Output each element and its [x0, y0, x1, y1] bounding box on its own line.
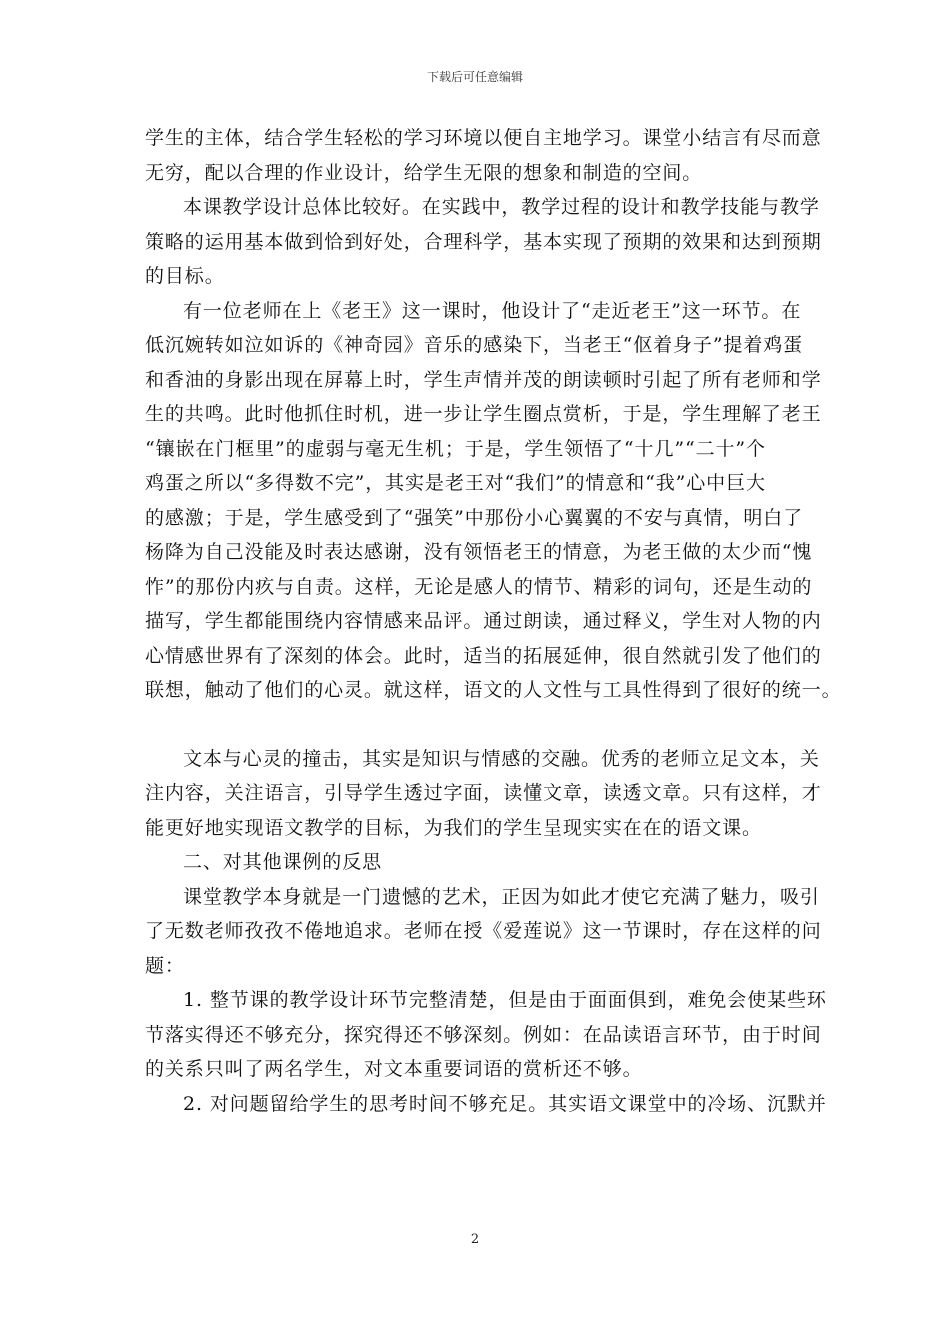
page-number: 2	[470, 1232, 480, 1247]
text-line: 策略的运用基本做到恰到好处，合理科学，基本实现了预期的效果和达到预期	[145, 230, 822, 253]
text-line: 的目标。	[145, 265, 225, 287]
text-line: 鸡蛋之所以“多得数不完”，其实是老王对“我们”的情意和“我”心中巨大	[145, 472, 766, 494]
text-line: 了无数老师孜孜不倦地追求。老师在授《爱莲说》这一节课时，存在这样的问	[145, 920, 822, 942]
text-line: 无穷，配以合理的作业设计，给学生无限的想象和制造的空间。	[145, 161, 703, 184]
text-line: 联想，触动了他们的心灵。就这样，语文的人文性与工具性得到了很好的统一。	[145, 679, 842, 701]
paragraph-start: 有一位老师在上《老王》这一课时，他设计了“走近老王”这一环节。在	[183, 299, 802, 322]
page-header: 下载后可任意编辑	[426, 70, 523, 84]
text-line: 描写，学生都能围绕内容情感来品评。通过朗读，通过释义，学生对人物的内	[145, 610, 822, 632]
text-line: 学生的主体，结合学生轻松的学习环境以便自主地学习。课堂小结言有尽而意	[145, 127, 822, 149]
paragraph-start: 课堂教学本身就是一门遗憾的艺术，正因为如此才使它充满了魅力，吸引	[183, 885, 820, 908]
text-line: 能更好地实现语文教学的目标，为我们的学生呈现实实在在的语文课。	[145, 816, 762, 839]
text-line: 怍”的那份内疚与自责。这样，无论是感人的情节、精彩的词句，还是生动的	[145, 575, 813, 598]
text-line: 杨降为自己没能及时表达感谢，没有领悟老王的情意，为老王做的太少而“愧	[145, 541, 813, 563]
text-line: 心情感世界有了深刻的体会。此时，适当的拓展延伸，很自然就引发了他们的	[145, 644, 822, 667]
text-line: 低沉婉转如泣如诉的《神奇园》音乐的感染下，当老王“伛着身子”提着鸡蛋	[145, 334, 804, 356]
text-line: 题：	[145, 954, 185, 977]
section-heading: 二、对其他课例的反思	[183, 851, 383, 873]
paragraph-start: 本课教学设计总体比较好。在实践中，教学过程的设计和教学技能与教学	[183, 196, 820, 218]
body-text	[145, 121, 842, 1121]
list-item-2: 2. 对问题留给学生的思考时间不够充足。其实语文课堂中的冷场、沉默并	[183, 1092, 827, 1115]
text-line: 节落实得还不够充分，探究得还不够深刻。例如：在品读语言环节，由于时间	[145, 1023, 822, 1046]
list-item-1: 1. 整节课的教学设计环节完整清楚，但是由于面面俱到，难免会使某些环	[183, 989, 827, 1011]
paragraph-gap	[145, 708, 810, 742]
text-line: 和香油的身影出现在屏幕上时，学生声情并茂的朗读顿时引起了所有老师和学	[145, 368, 822, 391]
text-line: 生的共鸣。此时他抓住时机，进一步让学生圈点赏析，于是，学生理解了老王	[145, 403, 822, 425]
text-line: 的关系只叫了两名学生，对文本重要词语的赏析还不够。	[145, 1058, 643, 1080]
text-line: 的感激；于是，学生感受到了“强笑”中那份小心翼翼的不安与真情，明白了	[145, 506, 804, 529]
text-line: 注内容，关注语言，引导学生透过字面，读懂文章，读透文章。只有这样，才	[145, 782, 822, 804]
paragraph-start: 文本与心灵的撞击，其实是知识与情感的交融。优秀的老师立足文本，关	[183, 747, 820, 770]
text-line: “镶嵌在门框里”的虚弱与毫无生机；于是，学生领悟了“十几”“二十”个	[145, 437, 766, 460]
